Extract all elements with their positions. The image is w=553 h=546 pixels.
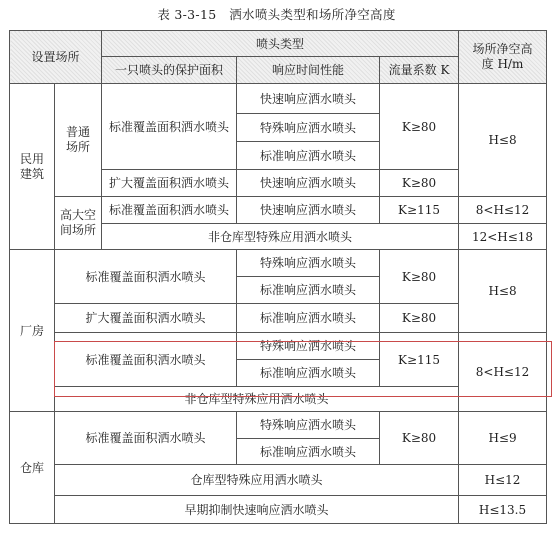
tall-label-text: 高大空间场所 [59, 208, 96, 237]
tall-height1: 8<H≤12 [459, 197, 547, 224]
civil-height1: H≤8 [459, 84, 547, 197]
tall-resp: 快速响应洒水喷头 [237, 197, 380, 224]
factory-height1: H≤8 [459, 250, 547, 333]
factory-k1: K≥80 [380, 250, 459, 304]
civil-std-head: 标准覆盖面积洒水喷头 [102, 84, 237, 170]
tall-special: 非仓库型特殊应用洒水喷头 [102, 224, 459, 250]
tall-height2: 12<H≤18 [459, 224, 547, 250]
header-k-factor: 流量系数 K [380, 57, 459, 84]
warehouse-esfr: 早期抑制快速响应洒水喷头 [55, 496, 459, 524]
civil-resp-special: 特殊响应洒水喷头 [237, 114, 380, 142]
factory-resp-std1: 标准响应洒水喷头 [237, 277, 380, 304]
civil-label-text: 民用建筑 [19, 151, 44, 181]
warehouse-special: 仓库型特殊应用洒水喷头 [55, 465, 459, 496]
header-protect-area: 一只喷头的保护面积 [102, 57, 237, 84]
tall-label [55, 197, 102, 250]
tall-std-head: 标准覆盖面积洒水喷头 [102, 197, 237, 224]
warehouse-k: K≥80 [380, 412, 459, 465]
warehouse-label: 仓库 [10, 412, 55, 524]
warehouse-height2: H≤12 [459, 465, 547, 496]
warehouse-height1: H≤9 [459, 412, 547, 465]
factory-resp-std2: 标准响应洒水喷头 [237, 360, 380, 387]
header-head-type: 喷头类型 [102, 31, 459, 57]
factory-height2: 8<H≤12 [459, 333, 547, 412]
civil-resp-fast: 快速响应洒水喷头 [237, 84, 380, 114]
civil-ext-resp: 快速响应洒水喷头 [237, 170, 380, 197]
factory-k3: K≥115 [380, 333, 459, 387]
sprinkler-clear-height-table [9, 30, 547, 524]
factory-label: 厂房 [10, 250, 55, 412]
factory-std-head2: 标准覆盖面积洒水喷头 [55, 333, 237, 387]
civil-k1: K≥80 [380, 84, 459, 170]
factory-ext-head: 扩大覆盖面积洒水喷头 [55, 304, 237, 333]
header-response: 响应时间性能 [237, 57, 380, 84]
factory-std-head1: 标准覆盖面积洒水喷头 [55, 250, 237, 304]
factory-resp-special1: 特殊响应洒水喷头 [237, 250, 380, 277]
warehouse-resp-std: 标准响应洒水喷头 [237, 439, 380, 465]
factory-special: 非仓库型特殊应用洒水喷头 [55, 387, 459, 412]
factory-ext-resp: 标准响应洒水喷头 [237, 304, 380, 333]
civil-resp-std: 标准响应洒水喷头 [237, 142, 380, 170]
header-clear-height-text: 场所净空高度 H/m [472, 42, 533, 71]
tall-k: K≥115 [380, 197, 459, 224]
ordinary-label [55, 84, 102, 197]
warehouse-std-head: 标准覆盖面积洒水喷头 [55, 412, 237, 465]
factory-resp-special2: 特殊响应洒水喷头 [237, 333, 380, 360]
header-clear-height [459, 31, 547, 84]
civil-label [10, 84, 55, 250]
ordinary-label-text: 普通场所 [65, 125, 90, 154]
factory-k2: K≥80 [380, 304, 459, 333]
civil-k2: K≥80 [380, 170, 459, 197]
warehouse-height3: H≤13.5 [459, 496, 547, 524]
table-caption: 表 3-3-15 洒水喷头类型和场所净空高度 [157, 7, 396, 22]
header-location: 设置场所 [10, 31, 102, 84]
civil-ext-head: 扩大覆盖面积洒水喷头 [102, 170, 237, 197]
warehouse-resp-special: 特殊响应洒水喷头 [237, 412, 380, 439]
